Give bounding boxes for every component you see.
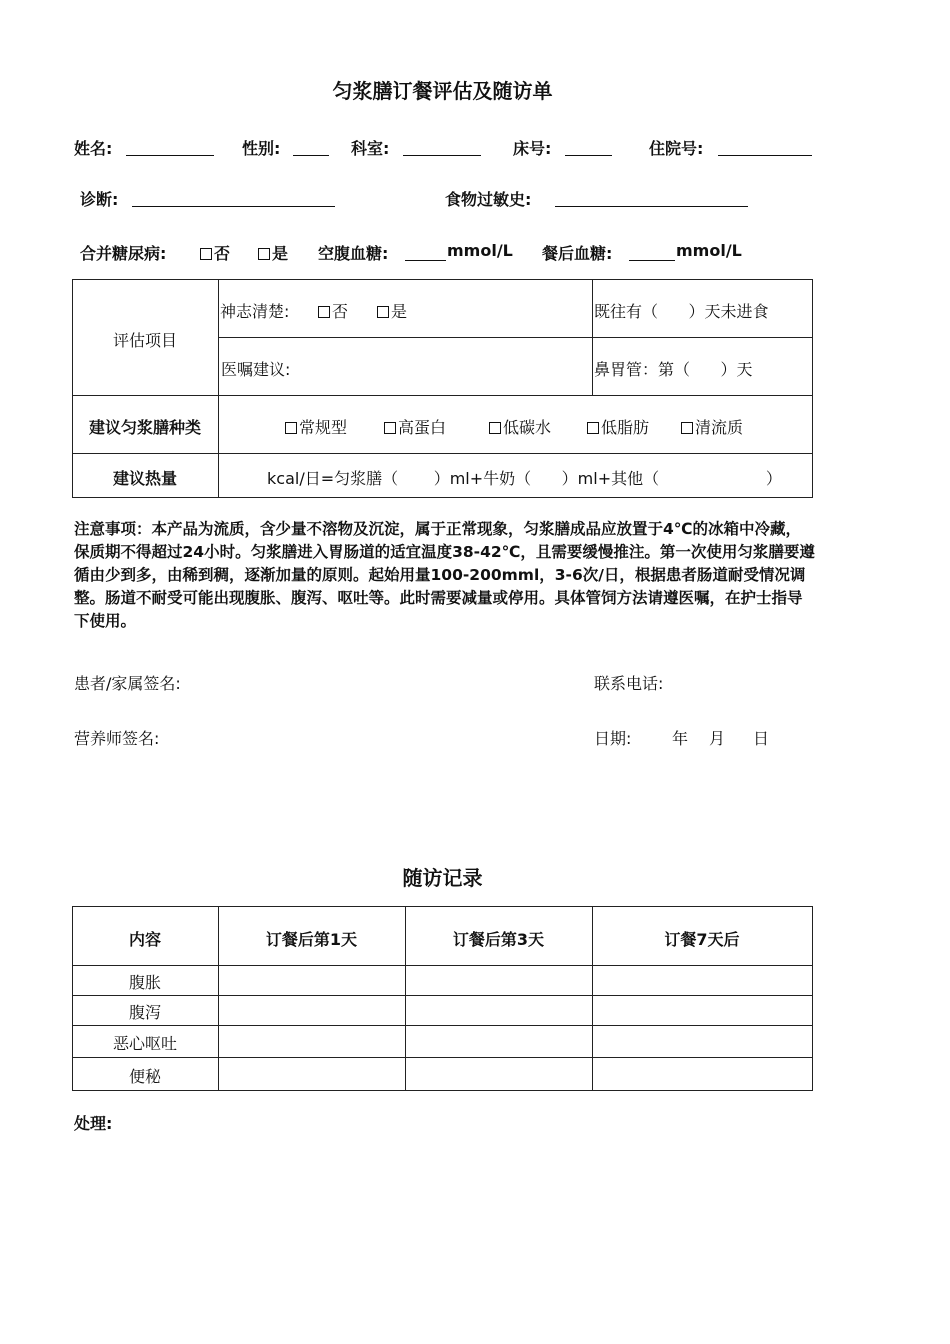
followup-header-content: 内容: [128, 930, 161, 949]
bed-label: 床号:: [513, 139, 552, 158]
conscious-yes-option[interactable]: 是: [377, 299, 407, 322]
checkbox-icon: [377, 306, 389, 318]
followup-row-label: 腹泻: [128, 1003, 161, 1022]
bed-field[interactable]: [565, 155, 612, 156]
diet-type-option-0[interactable]: 常规型: [285, 415, 347, 438]
allergy-label: 食物过敏史:: [445, 190, 532, 209]
patient-signature-label: 患者/家属签名:: [74, 674, 181, 693]
date-month: 月: [709, 729, 726, 748]
fasting-glucose-label: 空腹血糖:: [318, 244, 389, 263]
page-title: 匀浆膳订餐评估及随访单: [332, 79, 553, 103]
followup-header-day3: 订餐后第3天: [452, 930, 545, 949]
diabetes-no-option[interactable]: 否: [200, 241, 230, 264]
admission-field[interactable]: [718, 155, 812, 156]
followup-header-day1: 订餐后第1天: [265, 930, 358, 949]
diet-type-option-4[interactable]: 清流质: [681, 415, 743, 438]
date-day: 日: [753, 729, 770, 748]
gender-field[interactable]: [293, 155, 329, 156]
diagnosis-label: 诊断:: [80, 190, 119, 209]
followup-header-day7: 订餐7天后: [664, 930, 740, 949]
assessment-item-label: 评估项目: [112, 331, 177, 350]
diet-type-option-3[interactable]: 低脂肪: [587, 415, 649, 438]
calorie-label: 建议热量: [112, 469, 177, 488]
checkbox-icon: [258, 248, 270, 260]
checkbox-icon: [489, 422, 501, 434]
doctor-advice-label: 医嘱建议:: [221, 360, 291, 379]
fasting-unit: mmol/L: [447, 241, 513, 260]
checkbox-icon: [587, 422, 599, 434]
fasting-history-text: 既往有（ ）天未进食: [594, 302, 769, 321]
handling-label: 处理:: [74, 1114, 113, 1133]
admission-label: 住院号:: [649, 139, 704, 158]
calorie-formula-text: kcal/日=匀浆膳（ ）ml+牛奶（ ）ml+其他（ ）: [267, 469, 782, 488]
diabetes-yes-option[interactable]: 是: [258, 241, 288, 264]
followup-title: 随访记录: [402, 866, 483, 890]
followup-row-label: 便秘: [128, 1067, 161, 1086]
phone-label: 联系电话:: [594, 674, 664, 693]
followup-row-label: 恶心呕吐: [112, 1034, 177, 1053]
checkbox-icon: [200, 248, 212, 260]
date-label: 日期:: [594, 729, 632, 748]
gender-label: 性别:: [242, 139, 281, 158]
allergy-field[interactable]: [555, 206, 748, 207]
postmeal-glucose-label: 餐后血糖:: [542, 244, 613, 263]
usage-notes: 注意事项：本产品为流质，含少量不溶物及沉淀，属于正常现象，匀浆膳成品应放置于4℃的冰箱中冷藏，保质期不得超过24小时。匀浆膳进入胃肠道的适宜温度38-42℃，且需要缓慢推注。第一次使用匀浆膳要遵循由少到多，由稀到稠，逐渐加量的原则。起始用量100-200mml，3-6次/日，根据患者肠道耐受情况调整。肠道不耐受可能出现腹胀、腹泻、呕吐等。此时需要减量或停用。具体管饲方法请遵医嘱，在护士指导下使用。: [74, 520, 815, 630]
nasogastric-tube-text: 鼻胃管：第（ ）天: [594, 360, 753, 379]
diabetes-label: 合并糖尿病:: [80, 244, 167, 263]
consciousness-label: 神志清楚:: [220, 302, 290, 321]
postmeal-unit: mmol/L: [676, 241, 742, 260]
name-label: 姓名:: [74, 139, 113, 158]
checkbox-icon: [318, 306, 330, 318]
date-year: 年: [672, 729, 689, 748]
diet-type-option-2[interactable]: 低碳水: [489, 415, 551, 438]
dept-field[interactable]: [403, 155, 481, 156]
dietitian-signature-label: 营养师签名:: [74, 729, 160, 748]
fasting-glucose-field[interactable]: [405, 260, 446, 261]
followup-row-label: 腹胀: [128, 973, 161, 992]
dept-label: 科室:: [351, 139, 390, 158]
checkbox-icon: [285, 422, 297, 434]
diet-type-option-1[interactable]: 高蛋白: [384, 415, 446, 438]
diagnosis-field[interactable]: [132, 206, 335, 207]
name-field[interactable]: [126, 155, 214, 156]
checkbox-icon: [384, 422, 396, 434]
checkbox-icon: [681, 422, 693, 434]
conscious-no-option[interactable]: 否: [318, 299, 348, 322]
diet-type-label: 建议匀浆膳种类: [88, 418, 201, 437]
postmeal-glucose-field[interactable]: [629, 260, 675, 261]
